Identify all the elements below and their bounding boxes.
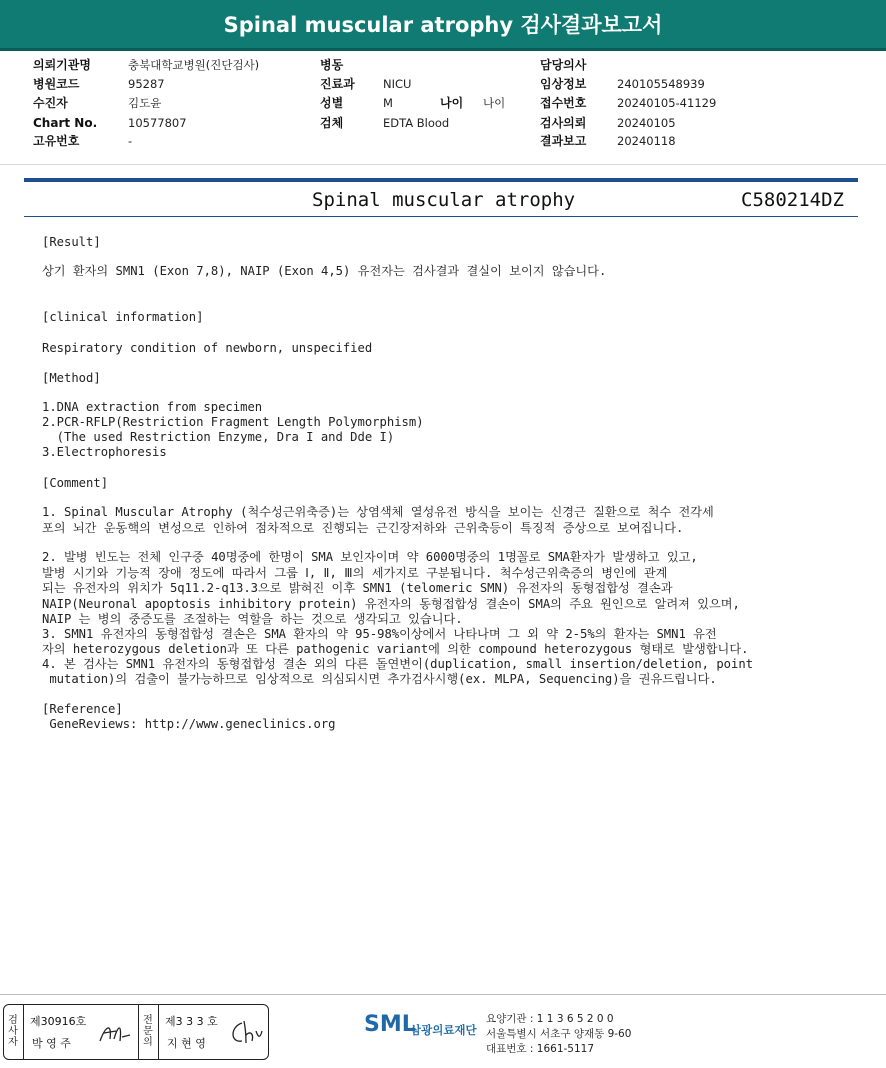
info-value: 240105548939: [617, 77, 705, 91]
sml-logo-mark: SML: [364, 1012, 416, 1037]
comment-line: NAIP(Neuronal apoptosis inhibitory protein) 유전자의 동형접합성 결손이 SMA의 주요 원인으로 알려져 있으며,: [42, 597, 740, 611]
patient-info-block: [0, 56, 886, 156]
info-value: 20240118: [617, 134, 676, 148]
result-heading: [Result]: [42, 235, 101, 249]
method-line: 1.DNA extraction from specimen: [42, 400, 263, 414]
examiner-name: 박 영 주: [32, 1037, 71, 1050]
report-title-row: [24, 183, 858, 217]
report-code: C580214DZ: [741, 189, 844, 211]
info-label: 임상정보: [540, 77, 587, 91]
address-line: 대표번호 : 1661-5117: [486, 1043, 595, 1055]
comment-line: 포의 뇌간 운동핵의 변성으로 인하여 점차적으로 진행되는 근긴장저하와 근위축등이 특징적 증상으로 보여집니다.: [42, 521, 684, 535]
info-value: NICU: [383, 77, 412, 91]
specialist-name: 지 현 영: [167, 1037, 206, 1050]
info-value: -: [128, 134, 133, 148]
info-label: Chart No.: [33, 116, 98, 130]
info-label: 수진자: [33, 96, 68, 110]
info-divider: [0, 164, 886, 165]
comment-line: NAIP 는 병의 중증도를 조절하는 역할을 하는 것으로 생각되고 있습니다.: [42, 612, 463, 626]
method-line: (The used Restriction Enzyme, Dra I and Dde I): [42, 430, 395, 444]
signature-box: [3, 1004, 269, 1060]
info-value: EDTA Blood: [383, 116, 450, 130]
specialist-label: 전 문 의: [143, 1015, 153, 1048]
info-value: M: [383, 96, 393, 110]
info-value: 95287: [128, 77, 165, 91]
examiner-signature: [96, 1019, 132, 1047]
info-label: 접수번호: [540, 96, 587, 110]
info-label: 병원코드: [33, 77, 80, 91]
comment-line: 2. 발병 빈도는 전체 인구중 40명중에 한명이 SMA 보인자이며 약 6000명중의 1명꼴로 SMA환자가 발생하고 있고,: [42, 550, 698, 564]
info-value: 김도윤: [128, 96, 162, 110]
age-label: 나이: [440, 96, 464, 110]
report-top-rule: [24, 178, 858, 182]
examiner-license-no: 제30916호: [30, 1015, 87, 1028]
reference-link[interactable]: GeneReviews: http://www.geneclinics.org: [42, 717, 336, 731]
reference-heading: [Reference]: [42, 702, 123, 716]
comment-line: 되는 유전자의 위치가 5q11.2-q13.3으로 밝혀진 이후 SMN1 (telomeric SMN) 유전자의 동형접합성 결손과: [42, 581, 673, 595]
address-line: 서울특별시 서초구 양재동 9-60: [486, 1028, 632, 1040]
info-value: 20240105-41129: [617, 96, 717, 110]
divider: [23, 1005, 24, 1059]
sml-logo-name: 삼광의료재단: [410, 1023, 477, 1037]
info-value: 충북대학교병원(진단검사): [128, 58, 260, 72]
divider: [138, 1005, 139, 1059]
info-label: 결과보고: [540, 134, 587, 148]
comment-line: 3. SMN1 유전자의 동형접합성 결손은 SMA 환자의 약 95-98%이상에서 나타나며 그 외 약 2-5%의 환자는 SMN1 유전: [42, 627, 717, 641]
report-header-title: Spinal muscular atrophy 검사결과보고서: [223, 13, 663, 37]
footer-divider: [0, 994, 886, 995]
info-label: 진료과: [320, 77, 355, 91]
info-label: 고유번호: [33, 134, 80, 148]
info-value: 10577807: [128, 116, 187, 130]
clinical-text: Respiratory condition of newborn, unspecified: [42, 341, 373, 355]
info-label: 검체: [320, 116, 344, 130]
age-value: 나이: [483, 96, 506, 110]
report-header-bar: [0, 0, 886, 51]
comment-line: 발병 시기와 기능적 장애 정도에 따라서 그룹 Ⅰ, Ⅱ, Ⅲ의 세가지로 구분됩니다. 척수성근위축증의 병인에 관계: [42, 566, 668, 580]
specialist-signature: [228, 1017, 264, 1047]
comment-line: 4. 본 검사는 SMN1 유전자의 동형접합성 결손 외의 다른 돌연변이(duplication, small insertion/deletion, point: [42, 657, 754, 671]
divider: [158, 1005, 159, 1059]
comment-heading: [Comment]: [42, 476, 109, 490]
method-line: 3.Electrophoresis: [42, 445, 167, 459]
info-label: 의뢰기관명: [33, 58, 91, 72]
info-label: 담당의사: [540, 58, 587, 72]
specialist-license-no: 제3 3 3 호: [165, 1015, 218, 1028]
info-label: 성별: [320, 96, 344, 110]
lab-address: [486, 1012, 631, 1057]
report-title: Spinal muscular atrophy: [312, 189, 576, 211]
address-line: 요양기관 : 1 1 3 6 5 2 0 0: [486, 1013, 614, 1025]
method-line: 2.PCR-RFLP(Restriction Fragment Length Polymorphism): [42, 415, 424, 429]
result-text: 상기 환자의 SMN1 (Exon 7,8), NAIP (Exon 4,5) 유전자는 검사결과 결실이 보이지 않습니다.: [42, 264, 607, 278]
method-heading: [Method]: [42, 371, 101, 385]
comment-line: mutation)의 검출이 불가능하므로 임상적으로 의심되시면 추가검사시행(ex. MLPA, Sequencing)을 권유드립니다.: [42, 672, 717, 686]
comment-line: 1. Spinal Muscular Atrophy (척수성근위축증)는 상염색체 열성유전 방식을 보이는 신경근 질환으로 척수 전각세: [42, 505, 714, 519]
info-label: 병동: [320, 58, 344, 72]
examiner-label: 검 사 자: [8, 1015, 18, 1048]
comment-line: 자의 heterozygous deletion과 또 다른 pathogenic variant에 의한 compound heterozygous 형태로 발생합니다.: [42, 642, 749, 656]
clinical-heading: [clinical information]: [42, 310, 204, 324]
info-label: 검사의뢰: [540, 116, 587, 130]
info-value: 20240105: [617, 116, 676, 130]
